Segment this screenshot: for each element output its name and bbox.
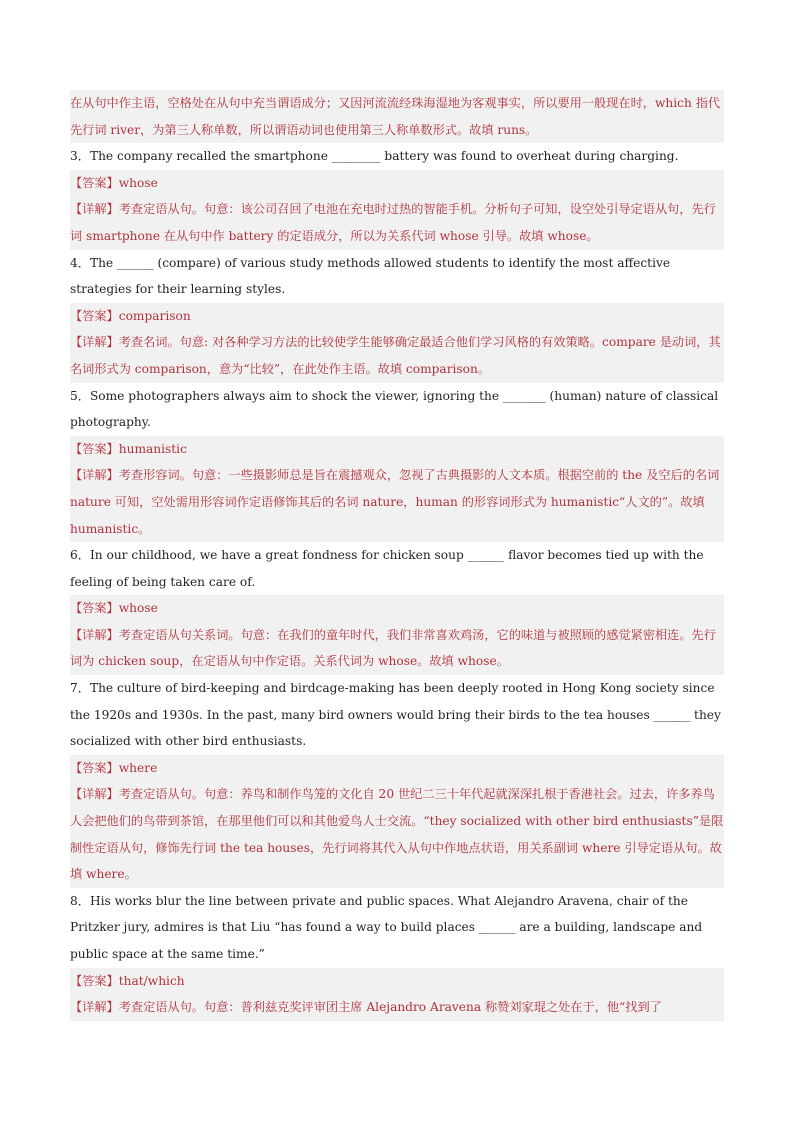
question-5-detail (70, 462, 724, 542)
answer-tag: 【答案】 (70, 175, 119, 190)
detail-tag: 【详解】 (70, 335, 119, 350)
question-3-stem: 3．The company recalled the smartphone ________ battery was found to overheat during charging. (70, 149, 679, 164)
question-6-stem: 6．In our childhood, we have a great fondness for chicken soup ______ flavor becomes tied up with the feeling of being taken care of. (70, 548, 704, 589)
prev-explanation: 在从句中作主语，空格处在从句中充当谓语成分；又因河流流经珠海湿地为客观事实，所以要用一般现在时，which 指代先行词 river，为第三人称单数，所以谓语动词也使用第三人称单数形式。故填 runs。 (70, 90, 724, 143)
question-7-detail (70, 781, 724, 887)
detail-text: 考查名词。句意: 对各种学习方法的比较使学生能够确定最适合他们学习风格的有效策略。compare 是动词，其名词形式为 comparison，意为“比较”，在此处作主语。故填 comparison。 (70, 335, 721, 376)
detail-tag: 【详解】 (70, 202, 119, 217)
detail-tag: 【详解】 (70, 787, 119, 802)
question-4-answer (70, 303, 724, 330)
question-5-answer (70, 436, 724, 463)
detail-tag: 【详解】 (70, 1000, 119, 1015)
detail-tag: 【详解】 (70, 468, 119, 483)
question-6-answer (70, 595, 724, 622)
answer-text: that/which (118, 973, 185, 988)
detail-text: 考查定语从句。句意：普利兹克奖评审团主席 Alejandro Aravena 称赞刘家琨之处在于，他“找到了 (118, 1000, 662, 1015)
question-5-stem: 5．Some photographers always aim to shock the viewer, ignoring the _______ (human) nature of classical photography. (70, 388, 719, 430)
detail-text: 考查定语从句关系词。句意：在我们的童年时代，我们非常喜欢鸡汤，它的味道与被照顾的感觉紧密相连。先行词为 chicken soup，在定语从句中作定语。关系代词为 whose。故填 whose。 (70, 627, 716, 669)
question-4-detail (70, 329, 724, 382)
question-7-answer (70, 755, 724, 782)
question-4-stem: 4．The ______ (compare) of various study methods allowed students to identify the most affective strategies for their learning styles. (70, 255, 671, 297)
question-3-detail (70, 196, 724, 249)
answer-text: humanistic (118, 441, 187, 456)
answer-tag: 【答案】 (70, 308, 119, 323)
detail-tag: 【详解】 (70, 627, 119, 642)
question-7-stem: 7．The culture of bird-keeping and birdcage-making has been deeply rooted in Hong Kong society since the 1920s and 1930s. In the past, many bird owners would bring their birds to the tea houses ______ they socialized with other bird enthusiasts. (70, 681, 721, 749)
answer-tag: 【答案】 (70, 441, 119, 456)
answer-tag: 【答案】 (70, 760, 119, 775)
answer-text: whose (118, 175, 158, 190)
detail-text: 考查形容词。句意：一些摄影师总是旨在震撼观众，忽视了古典摄影的人文本质。根据空前的 the 及空后的名词 nature 可知，空处需用形容词作定语修饰其后的名词 nature，human 的形容词形式为 humanistic“人文的”。故填 humanistic。 (70, 468, 720, 536)
answer-tag: 【答案】 (70, 973, 119, 988)
answer-text: whose (118, 601, 158, 616)
question-8-stem: 8．His works blur the line between private and public spaces. What Alejandro Aravena, chair of the Pritzker jury, admires is that Liu “has found a way to build places ______ are a building, landscape and public space at the same time.” (70, 893, 703, 961)
answer-text: where (118, 760, 158, 775)
question-6-detail (70, 622, 724, 675)
document-page (70, 90, 724, 1021)
detail-text: 考查定语从句。句意：该公司召回了电池在充电时过热的智能手机。分析句子可知，设空处引导定语从句，先行词 smartphone 在从句中作 battery 的定语成分，所以为关系代词 whose 引导。故填 whose。 (70, 202, 716, 243)
question-3-answer (70, 170, 724, 197)
question-8-answer (70, 968, 724, 995)
question-8-detail (70, 994, 724, 1021)
answer-tag: 【答案】 (70, 601, 119, 616)
detail-text: 考查定语从句。句意：养鸟和制作鸟笼的文化自 20 世纪二三十年代起就深深扎根于香港社会。过去，许多养鸟人会把他们的鸟带到茶馆，在那里他们可以和其他爱鸟人士交流。“they socialized with other bird enthusiasts”是限制性定语从句，修饰先行词 the tea houses，先行词将其代入从句中作地点状语，用关系副词 where 引导定语从句。故填 where。 (70, 787, 724, 882)
answer-text: comparison (118, 308, 191, 323)
